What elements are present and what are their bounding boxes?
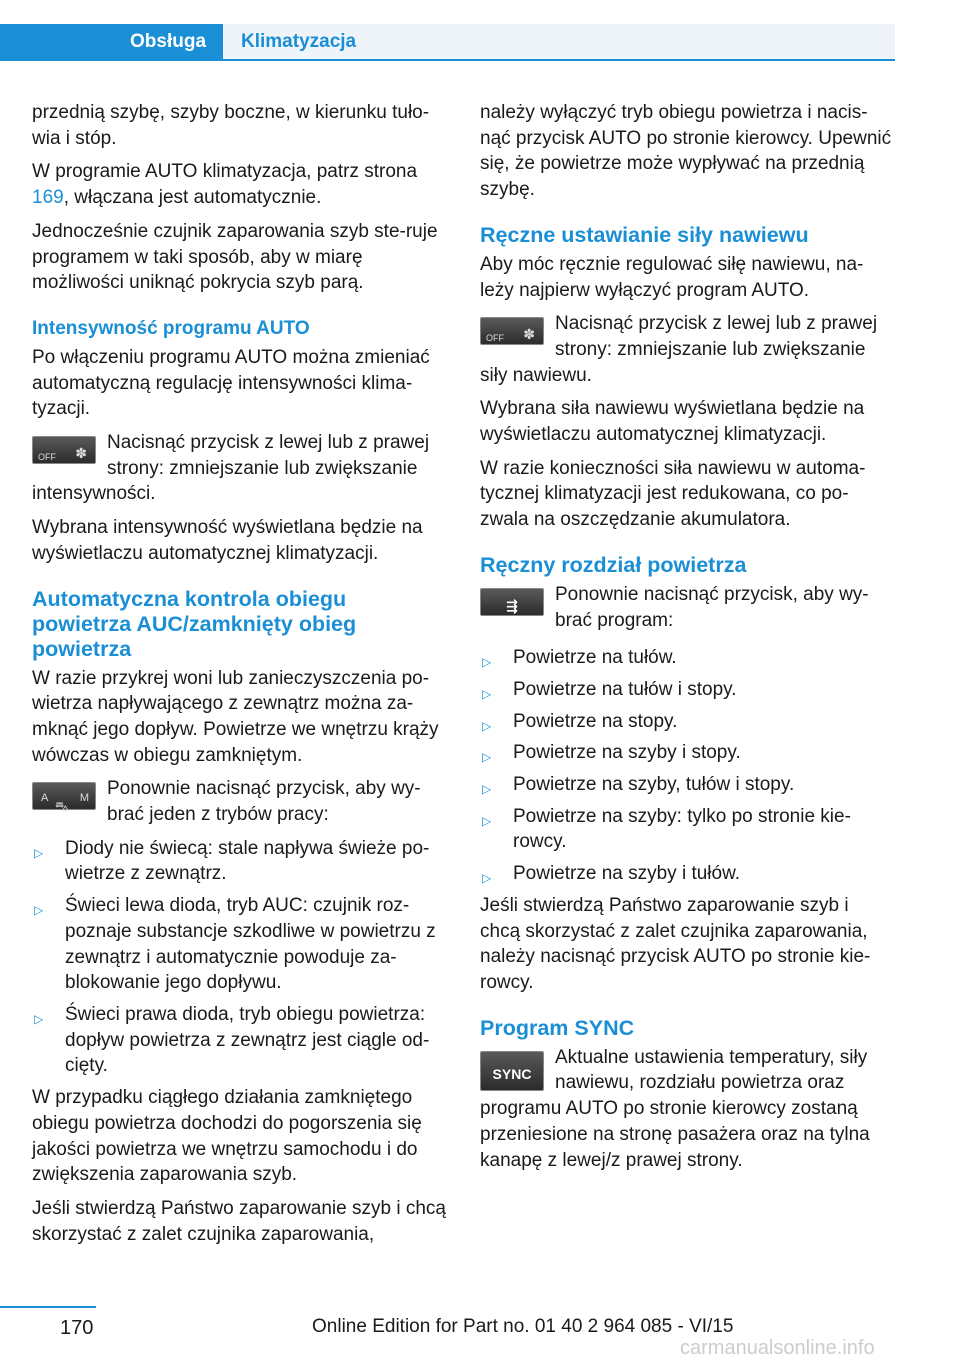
header-tab-active-label: Obsługa (130, 31, 207, 52)
paragraph-text: Ponownie nacisnąć przycisk, aby wy-brać jeden z trybów pracy: (107, 778, 421, 826)
watermark: carmanualsonline.info (680, 1337, 875, 1359)
page-link[interactable]: 169 (32, 187, 64, 209)
paragraph-text: Nacisnąć przycisk z lewej lub z prawej strony: zmniejszanie lub zwiększanie intensywności. (32, 432, 430, 505)
fan-icon: ✽ (523, 326, 535, 343)
car-recirculation-icon: ⛍ (55, 798, 70, 815)
triangle-bullet-icon: ▷ (482, 686, 492, 701)
section-heading: Ręczny rozdział powietrza (480, 552, 747, 577)
fan-icon: ✽ (75, 445, 87, 462)
distribution-list (480, 641, 892, 887)
header-rule (0, 59, 895, 61)
left-column (32, 100, 450, 1255)
list-item: ▷ Świeci lewa dioda, tryb AUC: czujnik roz-poznaje substancje szkodliwe w powietrzu z zewnątrz i automatycznie powoduje za-blokowanie jego dopływu. (34, 895, 436, 994)
off-label: OFF (486, 333, 504, 344)
triangle-bullet-icon: ▷ (482, 655, 492, 670)
section-heading: Intensywność programu AUTO (32, 317, 310, 339)
paragraph: W przypadku ciągłego działania zamkniętego obiegu powietrza dochodzi do pogorszenia się jakości powietrza we wnętrzu samochodu i do zwiększenia zaparowania szyb. (32, 1087, 422, 1186)
paragraph: Po włączeniu programu AUTO można zmieniać automatyczną regulację intensywności klima-tyzacji. (32, 346, 430, 420)
sync-label: SYNC (492, 1065, 532, 1082)
paragraph: Jeśli stwierdzą Państwo zaparowanie szyb i chcą skorzystać z zalet czujnika zaparowania, (32, 1197, 446, 1245)
list-item: ▷ Powietrze na tułów. (480, 645, 892, 671)
paragraph: W razie konieczności siła nawiewu w automa-tycznej klimatyzacji jest redukowana, co po-zwala na oszczędzanie akumulatora. (480, 457, 866, 531)
paragraph: Wybrana intensywność wyświetlana będzie na wyświetlaczu automatycznej klimatyzacji. (32, 517, 423, 564)
paragraph: Jednocześnie czujnik zaparowania szyb ste-ruje programem w taki sposób, aby w miarę możliwości uniknąć pokrycia szyb parą. (32, 220, 438, 294)
section-heading: Ręczne ustawianie siły nawiewu (480, 222, 809, 247)
paragraph: należy wyłączyć tryb obiegu powietrza i nacis-nąć przycisk AUTO po stronie kierowcy. Upewnić się, że powietrze może wypływać na przednią szybę. (480, 102, 892, 201)
triangle-bullet-icon: ▷ (482, 813, 492, 828)
triangle-bullet-icon: ▷ (34, 1011, 44, 1026)
edition-text: Online Edition for Part no. 01 40 2 964 085 - VI/15 (312, 1316, 734, 1337)
sync-button-image (480, 1051, 544, 1091)
list-item: ▷ Powietrze na szyby i tułów. (480, 861, 892, 887)
paragraph-text: , włączana jest automatycznie. (63, 187, 322, 209)
paragraph: Aby móc ręcznie regulować siłę nawiewu, na-leży najpierw wyłączyć program AUTO. (480, 253, 864, 301)
button-instruction (480, 311, 892, 388)
triangle-bullet-icon: ▷ (482, 750, 492, 765)
paragraph-text: Ponownie nacisnąć przycisk, aby wy-brać program: (555, 583, 869, 631)
triangle-bullet-icon: ▷ (34, 903, 44, 918)
list-item: ▷ Powietrze na szyby: tylko po stronie kie-rowcy. (482, 805, 851, 853)
section-heading: Program SYNC (480, 1015, 635, 1040)
triangle-bullet-icon: ▷ (482, 782, 492, 797)
auc-a-label: A (41, 792, 49, 805)
list-item: ▷ Powietrze na szyby, tułów i stopy. (480, 772, 892, 798)
auc-m-label: M (79, 792, 89, 805)
triangle-bullet-icon: ▷ (482, 871, 492, 886)
footer-rule (0, 1306, 96, 1308)
auc-button-image (32, 782, 96, 815)
paragraph-text: W programie AUTO klimatyzacja, patrz strona (32, 161, 418, 183)
air-distribution-button-image (480, 588, 544, 616)
air-distribution-icon: ⇶ (506, 597, 518, 614)
button-instruction (32, 430, 450, 507)
paragraph: Wybrana siła nawiewu wyświetlana będzie na wyświetlaczu automatycznej klimatyzacji. (480, 398, 865, 446)
section-heading: Automatyczna kontrola obiegu powietrza AUC/zamknięty obieg powietrza (32, 586, 357, 661)
right-column (480, 100, 892, 1181)
triangle-bullet-icon: ▷ (34, 845, 44, 860)
off-fan-button-image (32, 436, 96, 464)
page-header (0, 24, 895, 61)
paragraph (32, 159, 450, 210)
list-item: ▷ Powietrze na szyby i stopy. (480, 740, 892, 766)
button-instruction (480, 582, 892, 633)
paragraph: W razie przykrej woni lub zanieczyszczenia po-wietrza napływającego z zewnątrz można za-mknąć jego dopływ. Powietrze we wnętrzu krąży wówczas w obiegu zamkniętym. (32, 667, 439, 766)
list-item: ▷ Powietrze na stopy. (480, 709, 892, 735)
paragraph-text: Nacisnąć przycisk z lewej lub z prawej strony: zmniejszanie lub zwiększanie siły nawiewu. (480, 313, 878, 386)
button-instruction (480, 1045, 892, 1174)
header-tab-inactive-label: Klimatyzacja (241, 31, 357, 52)
list-item: ▷ Świeci prawa dioda, tryb obiegu powietrza: dopływ powietrza z zewnątrz jest ciągle od-cięty. (34, 1003, 430, 1077)
off-label: OFF (38, 452, 56, 463)
paragraph: Jeśli stwierdzą Państwo zaparowanie szyb i chcą skorzystać z zalet czujnika zaparowania, należy nacisnąć przycisk AUTO po stronie kie-rowcy. (480, 894, 871, 993)
button-instruction (32, 776, 450, 827)
list-item: ▷ Diody nie świecą: stale napływa świeże po-wietrze z zewnątrz. (34, 837, 430, 885)
off-fan-button-image (480, 317, 544, 345)
triangle-bullet-icon: ▷ (482, 718, 492, 733)
list-item: ▷ Powietrze na tułów i stopy. (480, 677, 892, 703)
page-number: 170 (60, 1317, 94, 1339)
mode-list (32, 836, 450, 1079)
paragraph-text: Aktualne ustawienia temperatury, siły nawiewu, rozdziału powietrza oraz programu AUTO po stronie kierowcy zostaną przeniesione na stronę pasażera oraz na tylna kanapę z lewej/z prawej strony. (480, 1046, 870, 1171)
paragraph: przednią szybę, szyby boczne, w kierunku tuło-wia i stóp. (32, 102, 430, 149)
